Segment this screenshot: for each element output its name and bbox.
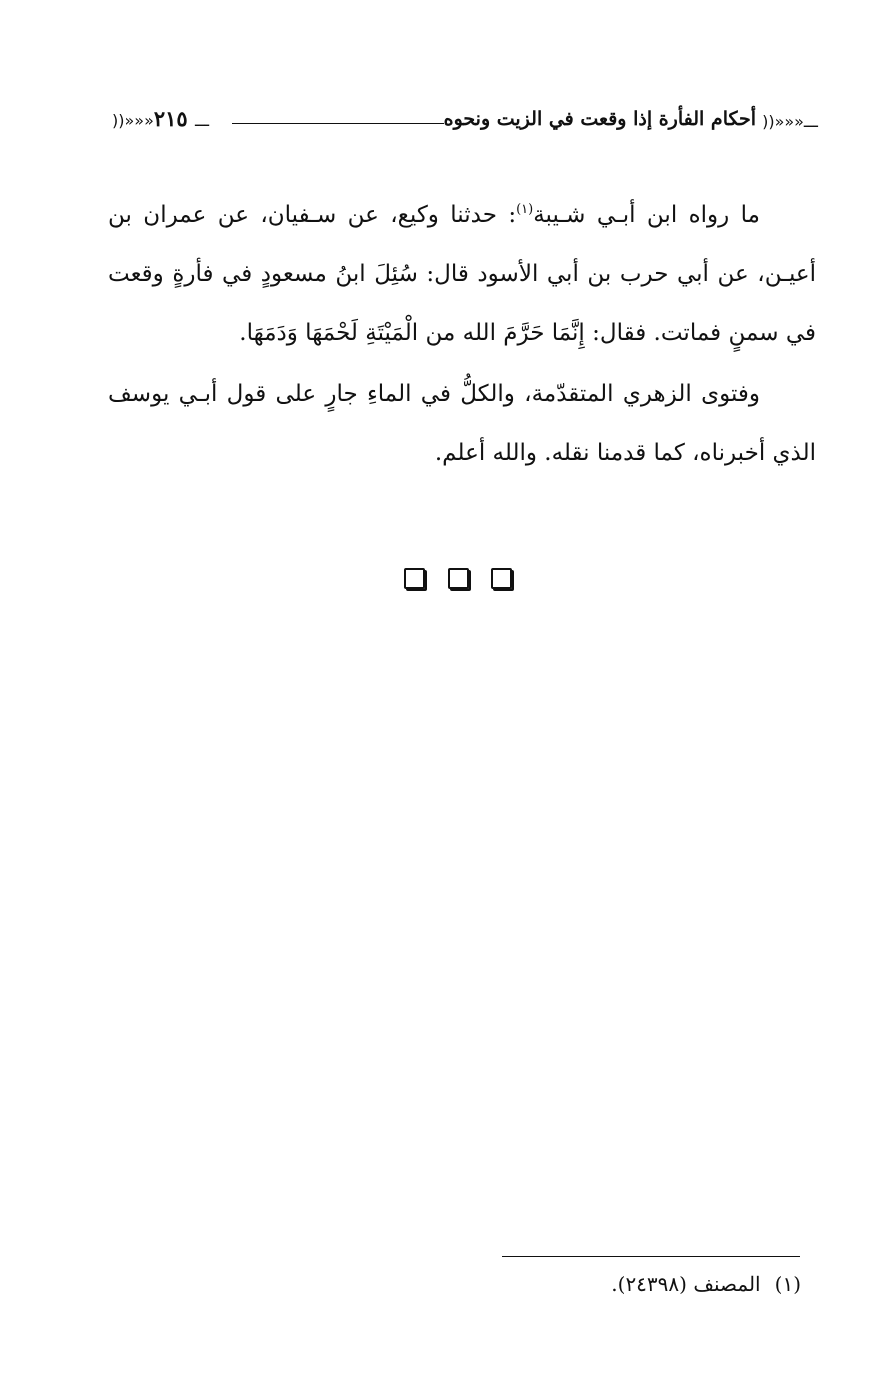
page-header — [112, 104, 818, 140]
page-number-group — [112, 106, 211, 131]
ornament-box-icon — [404, 568, 425, 589]
header-ornament-right: ـــ«««(( — [762, 112, 818, 131]
footnote-reference[interactable]: (١) — [516, 202, 534, 217]
page-number: ٢١٥ — [153, 106, 188, 131]
footnote-number: (١) — [774, 1272, 801, 1296]
header-ornament-left: ))»»»ـــ — [112, 111, 210, 130]
footnote-divider — [502, 1256, 800, 1257]
paragraph-2 — [108, 365, 816, 483]
header-rule — [232, 123, 444, 124]
footnote-1 — [611, 1272, 801, 1296]
section-end-ornament — [404, 566, 512, 592]
paragraph-1-text: ما رواه ابن أبـي شـيبة — [533, 202, 760, 228]
main-text — [108, 186, 816, 483]
ornament-box-icon — [491, 568, 512, 589]
ornament-box-icon — [448, 568, 469, 589]
paragraph-2-text: وفتوى الزهري المتقدّمة، والكلُّ في الماءِ جارٍ على قول أبـي يوسف الذي أخبرناه، كما قدمنا نقله. والله أعلم. — [108, 381, 816, 466]
paragraph-1 — [108, 186, 816, 363]
footnote-text: المصنف (٢٤٣٩٨). — [611, 1272, 761, 1296]
running-title: أحكام الفأرة إذا وقعت في الزيت ونحوه — [443, 108, 756, 130]
paragraph-1-continuation: : حدثنا وكيع، عن سـفيان، عن عمران بن أعيـن، عن أبي حرب بن أبي الأسود قال: سُئِلَ ابنُ مسعودٍ في فأرةٍ وقعت في سمنٍ فماتت. فقال: إِنَّمَا حَرَّمَ الله من الْمَيْتَةِ لَحْمَهَا وَدَمَهَا. — [108, 202, 816, 346]
